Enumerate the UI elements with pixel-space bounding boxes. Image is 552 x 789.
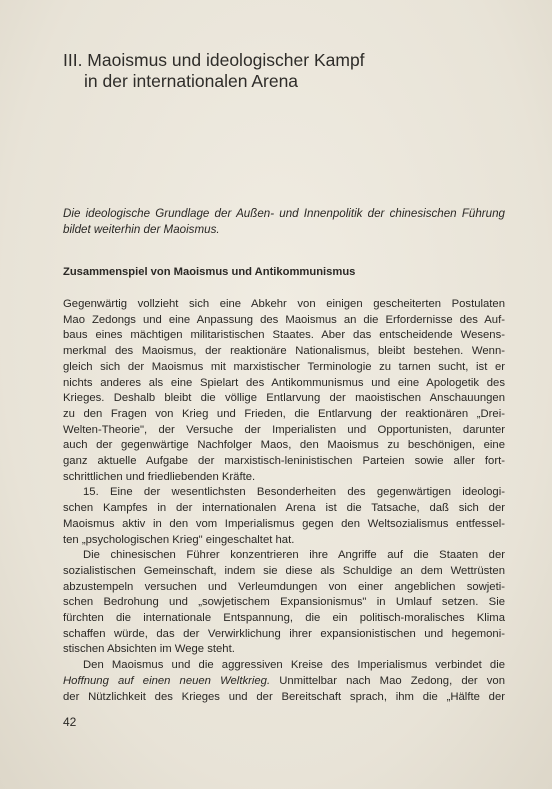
paragraph-4 [63, 658, 505, 705]
paragraph-2-line-1: 15. Eine der wesentlichsten Besonderheiten des gegenwärtigen ideologi- [83, 486, 505, 499]
paragraph-4-line-2 [63, 674, 505, 690]
paragraph-1-line-1: Gegenwärtig vollzieht sich eine Abkehr von einigen gescheiterten Postulaten [63, 298, 505, 310]
paragraph-2-line-4: ten „psychologischen Krieg" eingeschaltet hat. [63, 533, 295, 546]
section-heading: Zusammenspiel von Maoismus und Antikommunismus [63, 266, 356, 278]
paragraph-4-line-2-rest: Unmittelbar nach Mao Zedong, der von [270, 674, 505, 687]
page-number: 42 [63, 715, 77, 729]
paragraph-3-line-2: sozialistischen Gemeinschaft, indem sie diese als Schuldige an dem Wettrüsten [63, 564, 505, 577]
paragraph-3-line-7: stischen Absichten im Wege steht. [63, 643, 235, 656]
paragraph-3-line-5: fürchten die internationale Entspannung, die ein politisch-moralisches Klima [63, 612, 505, 625]
paragraph-1-line-10: auch der gegenwärtige Nachfolger Maos, den Maoismus zu beschönigen, eine [63, 439, 505, 452]
chapter-title [63, 50, 503, 92]
paragraph-1-line-8: zu den Fragen von Krieg und Frieden, die Entlarvung der reaktionären „Drei- [63, 407, 505, 420]
paragraph-2-line-3: Maoismus aktiv in den vom Imperialismus gegen den Weltsozialismus entfessel- [63, 517, 505, 530]
chapter-title-line-2: in der internationalen Arena [84, 71, 299, 91]
paragraph-1-line-12: schrittlichen und friedliebenden Kräfte. [63, 470, 256, 483]
paragraph-3-line-4: schen Bedrohung und „sowjetischem Expansionismus" in Umlauf setzen. Sie [63, 596, 505, 609]
paragraph-1 [63, 297, 505, 485]
chapter-title-line-1: III. Maoismus und ideologischer Kampf [63, 50, 365, 70]
paragraph-3 [63, 548, 505, 658]
paragraph-4-line-1: Den Maoismus und die aggressiven Kreise des Imperialismus verbindet die [83, 659, 505, 672]
paragraph-1-line-11: ganz aktuelle Aufgabe der marxistisch-leninistischen Parteien sowie aller fort- [63, 455, 505, 468]
paragraph-2 [63, 485, 505, 548]
body-text [63, 297, 505, 705]
paragraph-1-line-9: Welten-Theorie", der Versuche der Imperialisten und Opportunisten, darunter [63, 423, 505, 436]
paragraph-1-line-4: merkmal des Maoismus, der reaktionäre Nationalismus, bleibt bestehen. Wenn- [63, 345, 505, 358]
paragraph-1-line-2: Mao Zedongs und eine Anpassung des Maoismus an die Erfordernisse des Auf- [63, 313, 505, 326]
paragraph-1-line-7: Krieges. Deshalb bleibt die völlige Entlarvung der maoistischen Anschauungen [63, 392, 505, 405]
lead-paragraph: Die ideologische Grundlage der Außen- und Innenpolitik der chinesischen Führung bildet weiterhin der Maoismus. [63, 207, 505, 236]
paragraph-1-line-6: nichts anderes als eine Spielart des Antikommunismus und eine Apologetik des [63, 376, 505, 389]
paragraph-3-line-6: schaffen würde, das der Verwirklichung ihrer expansionistischen und hegemoni- [63, 627, 505, 640]
paragraph-4-line-3: der Nützlichkeit des Krieges und der Bereitschaft sprach, ihm die „Hälfte der [63, 690, 505, 703]
paragraph-1-line-3: baus eines mächtigen militaristischen Staates. Aber das entscheidende Wesens- [63, 329, 505, 342]
paragraph-2-line-2: schen Kampfes in der internationalen Arena ist die Tatsache, daß sich der [63, 502, 505, 515]
paragraph-3-line-1: Die chinesischen Führer konzentrieren ihre Angriffe auf die Staaten der [83, 549, 505, 562]
paragraph-1-line-5: gleich sich der Maoismus mit marxistischer Terminologie zu tarnen sucht, ist er [63, 360, 505, 373]
paragraph-3-line-3: abzustempeln versuchen und Verleumdungen von einer angeblichen sowjeti- [63, 580, 505, 593]
italic-emphasis: Hoffnung auf einen neuen Weltkrieg. [63, 674, 271, 687]
